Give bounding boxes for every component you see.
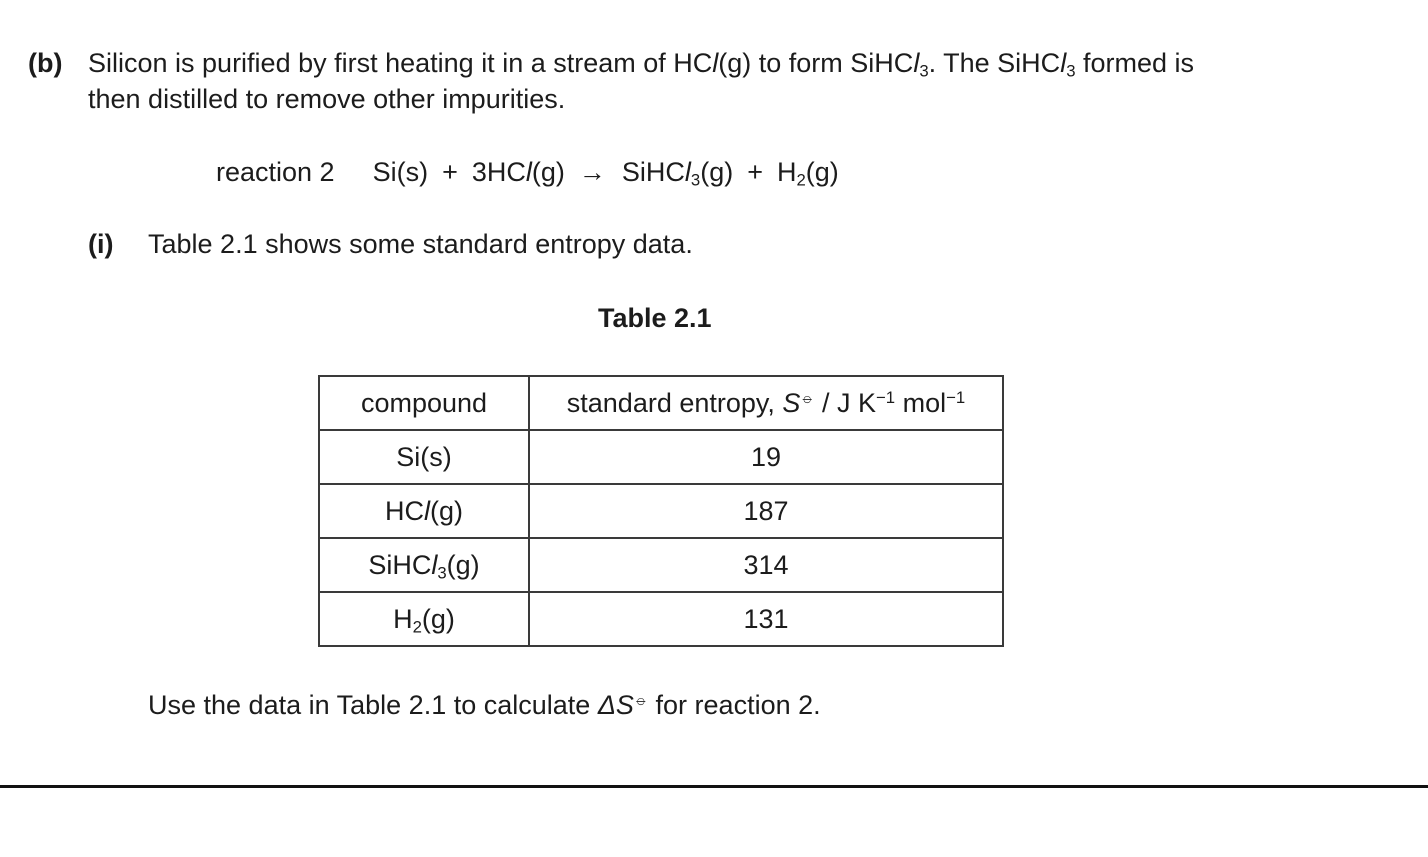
compound-cell: Si(s) [319,430,529,484]
intro-line-1: Silicon is purified by first heating it in a stream of HCl(g) to form SiHCl$_3$. The SiHCl$_3$ formed is [88,48,1195,81]
table-row [319,538,1003,592]
reaction-arrow: → [578,157,606,187]
table-row [319,430,1003,484]
header-compound: compound [319,376,529,430]
part-label: (b) [28,48,63,78]
question-text: Use the data in Table 2.1 to calculate ΔS⦵ for reaction 2. [148,689,821,720]
product-sihcl3: SiHCl$_3$(g) [621,157,734,190]
compound-cell: SiHCl$_3$(g) [319,538,529,592]
compound-cell: HCl(g) [319,484,529,538]
delta-s-symbol: ΔS [597,690,634,720]
reactant-si: Si(s) [372,157,429,187]
table-row [319,484,1003,538]
reaction-name: reaction 2 [216,157,335,187]
answer-line [0,785,1428,788]
subpart-label: (i) [88,229,114,259]
entropy-value-cell: 314 [529,538,1003,592]
product-h2: $H_2(g)$ [776,157,839,190]
entropy-table [318,375,1004,647]
subpart-text: Table 2.1 shows some standard entropy data. [148,229,693,259]
table-header-row [319,376,1003,430]
header-standard-entropy: standard entropy, S⦵ / J $K^{-1}$ mol$^{-1}$ [529,376,1003,430]
entropy-value-cell: 131 [529,592,1003,646]
entropy-value-cell: 19 [529,430,1003,484]
table-row [319,592,1003,646]
table-title: Table 2.1 [598,303,712,333]
intro-line-2: then distilled to remove other impurities. [88,84,566,114]
entropy-value-cell: 187 [529,484,1003,538]
reactant-hcl: 3HCl(g) [471,157,565,187]
compound-cell: $H_2(g)$ [319,592,529,646]
reaction-equation: reaction 2 Si(s) + 3HCl(g) → SiHCl$_3$(g) + $H_2(g)$ [216,157,839,190]
